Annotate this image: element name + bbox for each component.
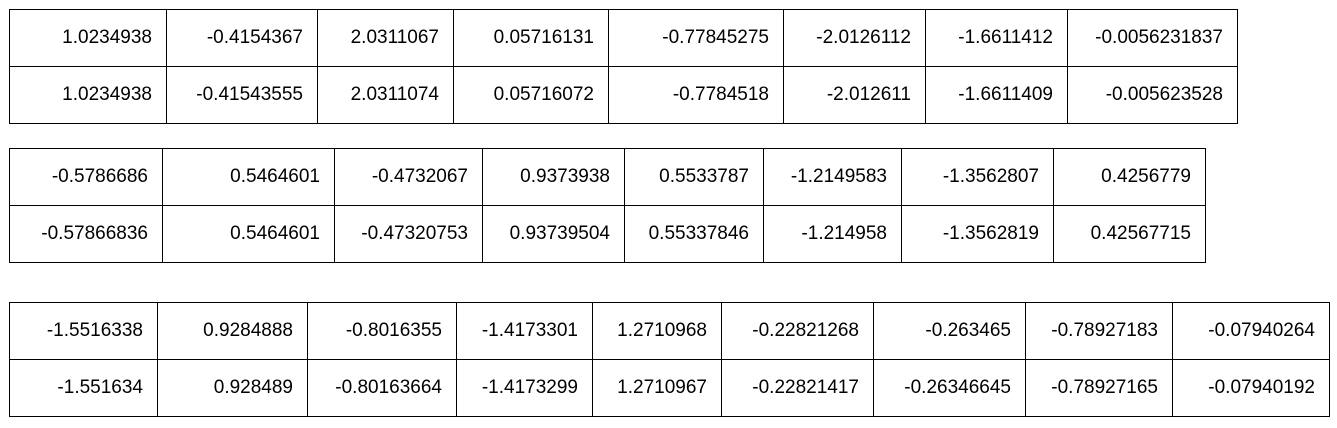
table-cell: 0.4256779: [1054, 149, 1206, 206]
table-cell: 0.928489: [158, 360, 308, 417]
table-cell: 0.9373938: [483, 149, 625, 206]
table-cell: -0.4732067: [335, 149, 483, 206]
table-cell: -1.3562819: [902, 206, 1054, 263]
table-cell: 2.0311074: [318, 67, 454, 124]
table-row: [10, 360, 1330, 417]
table-cell: -2.012611: [784, 67, 926, 124]
table-cell: -0.005623528: [1068, 67, 1238, 124]
table-cell: -0.4154367: [167, 10, 318, 67]
table-cell: 0.05716072: [454, 67, 609, 124]
table-cell: 1.0234938: [10, 10, 167, 67]
table-cell: -1.214958: [764, 206, 902, 263]
table-cell: -0.22821268: [722, 303, 874, 360]
table-row: [10, 10, 1238, 67]
table-cell: -0.77845275: [609, 10, 784, 67]
table-row: [10, 149, 1206, 206]
table-cell: 1.0234938: [10, 67, 167, 124]
table-cell: -0.7784518: [609, 67, 784, 124]
table-row: [10, 303, 1330, 360]
table-cell: -1.2149583: [764, 149, 902, 206]
table-cell: -0.47320753: [335, 206, 483, 263]
table-cell: 0.93739504: [483, 206, 625, 263]
table-2: [9, 148, 1206, 263]
table-cell: -1.4173301: [457, 303, 593, 360]
table-row: [10, 67, 1238, 124]
table-cell: 0.5533787: [625, 149, 764, 206]
table-cell: 0.9284888: [158, 303, 308, 360]
table-cell: 0.42567715: [1054, 206, 1206, 263]
table-cell: -1.6611412: [926, 10, 1068, 67]
table-cell: -1.3562807: [902, 149, 1054, 206]
table-cell: -0.5786686: [10, 149, 163, 206]
table-3: [9, 302, 1330, 417]
table-cell: -2.0126112: [784, 10, 926, 67]
table-cell: -0.41543555: [167, 67, 318, 124]
table-cell: 0.05716131: [454, 10, 609, 67]
table-cell: -1.551634: [10, 360, 158, 417]
table-cell: -0.07940192: [1173, 360, 1330, 417]
table-cell: -0.22821417: [722, 360, 874, 417]
table-cell: -0.78927183: [1026, 303, 1173, 360]
table-cell: -1.5516338: [10, 303, 158, 360]
table-1: [9, 9, 1238, 124]
table-cell: -0.26346645: [874, 360, 1026, 417]
table-cell: 0.5464601: [163, 206, 335, 263]
table-cell: 1.2710967: [593, 360, 722, 417]
table-cell: -0.80163664: [308, 360, 457, 417]
table-cell: -1.6611409: [926, 67, 1068, 124]
table-cell: -0.263465: [874, 303, 1026, 360]
table-cell: 0.55337846: [625, 206, 764, 263]
table-cell: -0.8016355: [308, 303, 457, 360]
table-cell: 2.0311067: [318, 10, 454, 67]
table-cell: 1.2710968: [593, 303, 722, 360]
table-cell: -0.0056231837: [1068, 10, 1238, 67]
table-row: [10, 206, 1206, 263]
table-cell: -0.57866836: [10, 206, 163, 263]
table-cell: -0.07940264: [1173, 303, 1330, 360]
table-cell: -0.78927165: [1026, 360, 1173, 417]
table-cell: -1.4173299: [457, 360, 593, 417]
table-cell: 0.5464601: [163, 149, 335, 206]
